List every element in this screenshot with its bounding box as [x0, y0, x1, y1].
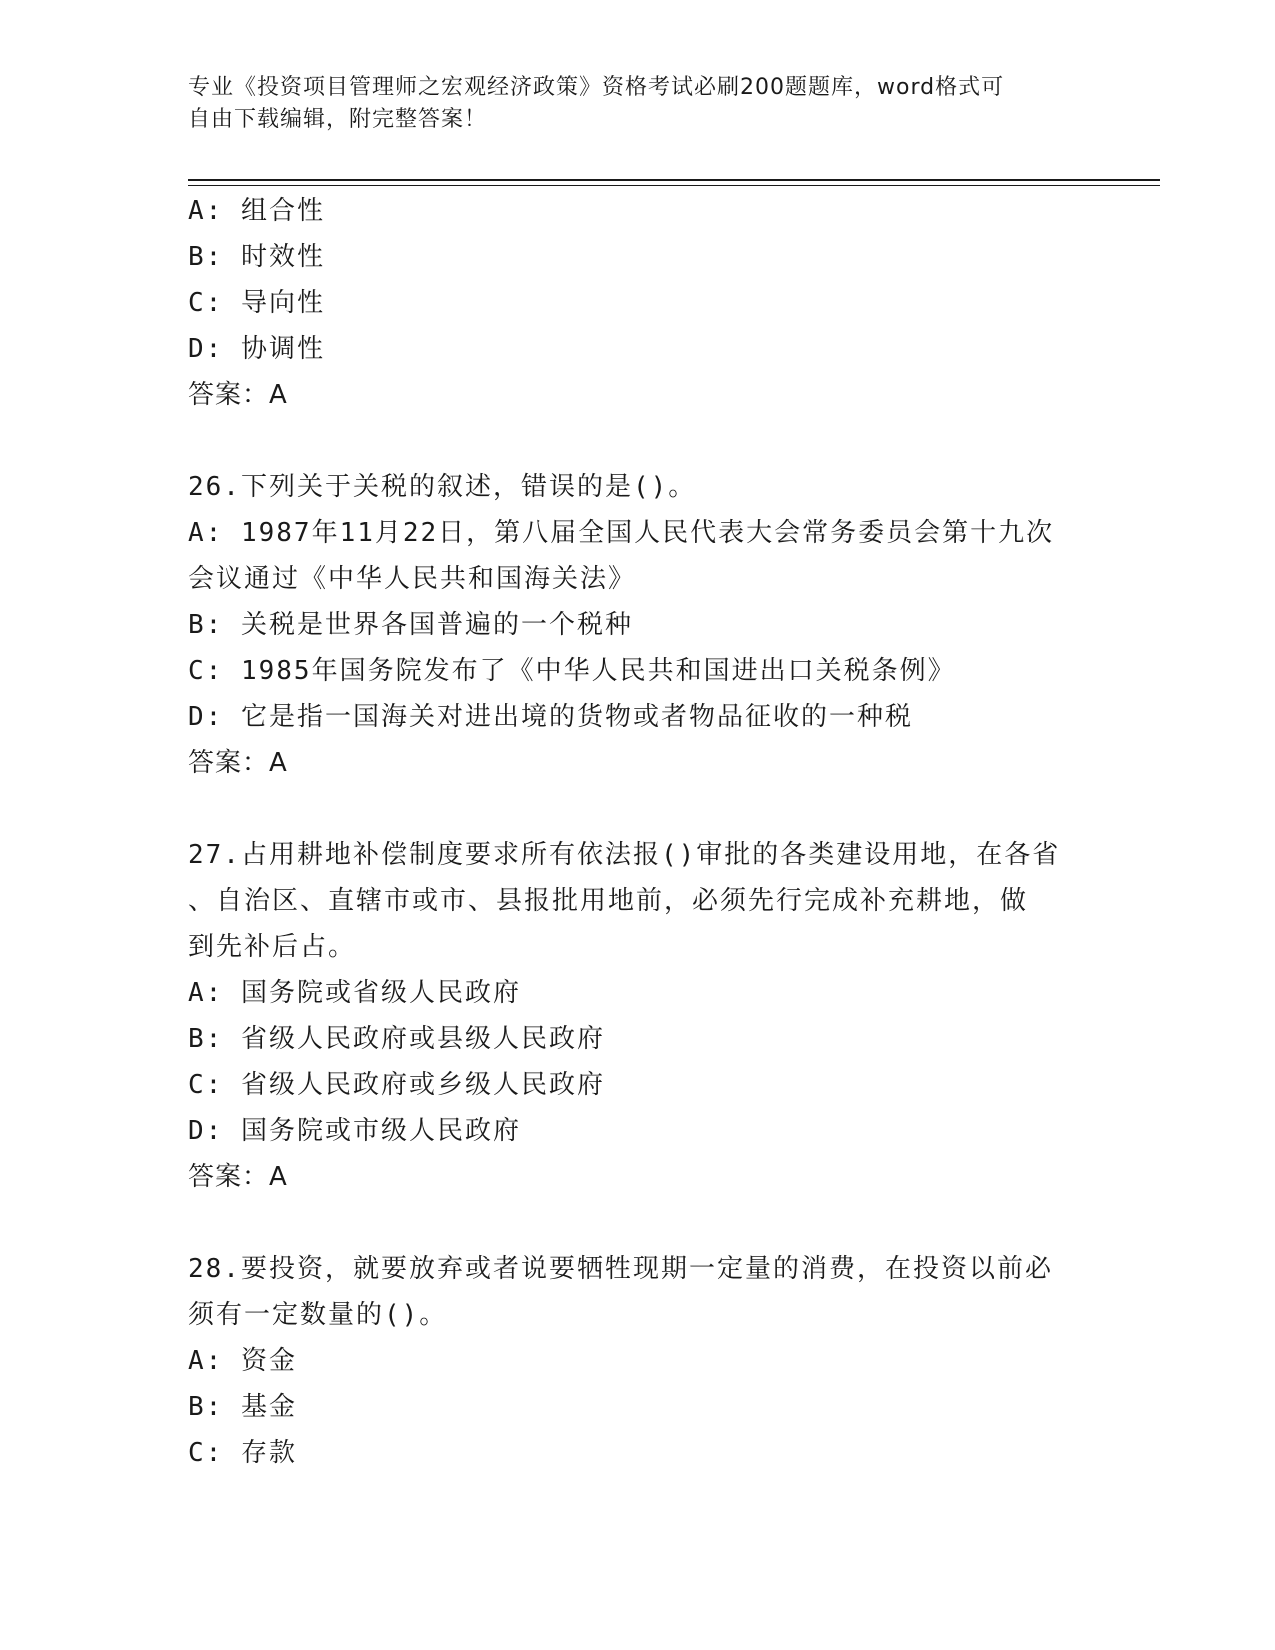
question-stem: 26.下列关于关税的叙述，错误的是()。: [188, 472, 697, 502]
header-divider-thin: [188, 185, 1160, 186]
answer-line: 答案：A: [188, 380, 288, 410]
spacer: [188, 786, 1088, 832]
option-b: B: 基金: [188, 1392, 297, 1422]
option-c: C: 存款: [188, 1438, 297, 1468]
header-line-1: 专业《投资项目管理师之宏观经济政策》资格考试必刷200题题库，word格式可: [188, 75, 1005, 100]
spacer: [188, 418, 1088, 464]
option-a: A: 资金: [188, 1346, 297, 1376]
option-a: A: 国务院或省级人民政府: [188, 978, 521, 1008]
option-a-continued: 会议通过《中华人民共和国海关法》: [188, 564, 637, 594]
option-c: C: 省级人民政府或乡级人民政府: [188, 1070, 605, 1100]
option-d: D: 它是指一国海关对进出境的货物或者物品征收的一种税: [188, 702, 913, 732]
option-d: D: 协调性: [188, 334, 325, 364]
option-b: B: 省级人民政府或县级人民政府: [188, 1024, 605, 1054]
question-list: [188, 188, 1088, 1476]
header-divider: [188, 179, 1160, 181]
answer-line: 答案：A: [188, 748, 288, 778]
question-stem-continued: 到先补后占。: [188, 932, 357, 962]
option-c: C: 1985年国务院发布了《中华人民共和国进出口关税条例》: [188, 656, 956, 686]
question-block-26: [188, 464, 1088, 786]
question-stem-continued: 须有一定数量的()。: [188, 1300, 448, 1330]
question-stem: 28.要投资，就要放弃或者说要牺牲现期一定量的消费，在投资以前必: [188, 1254, 1053, 1284]
answer-line: 答案：A: [188, 1162, 288, 1192]
document-header: [188, 72, 1068, 136]
question-block-27: [188, 832, 1088, 1200]
option-b: B: 时效性: [188, 242, 325, 272]
option-b: B: 关税是世界各国普遍的一个税种: [188, 610, 633, 640]
header-line-2: 自由下载编辑，附完整答案！: [188, 107, 488, 132]
question-block-prev: [188, 188, 1088, 418]
question-block-28: [188, 1246, 1088, 1476]
spacer: [188, 1200, 1088, 1246]
option-a: A: 组合性: [188, 196, 325, 226]
question-stem: 27.占用耕地补偿制度要求所有依法报()审批的各类建设用地，在各省: [188, 840, 1061, 870]
option-a: A: 1987年11月22日，第八届全国人民代表大会常务委员会第十九次: [188, 518, 1055, 548]
option-d: D: 国务院或市级人民政府: [188, 1116, 521, 1146]
question-stem-continued: 、自治区、直辖市或市、县报批用地前，必须先行完成补充耕地，做: [188, 886, 1029, 916]
option-c: C: 导向性: [188, 288, 325, 318]
